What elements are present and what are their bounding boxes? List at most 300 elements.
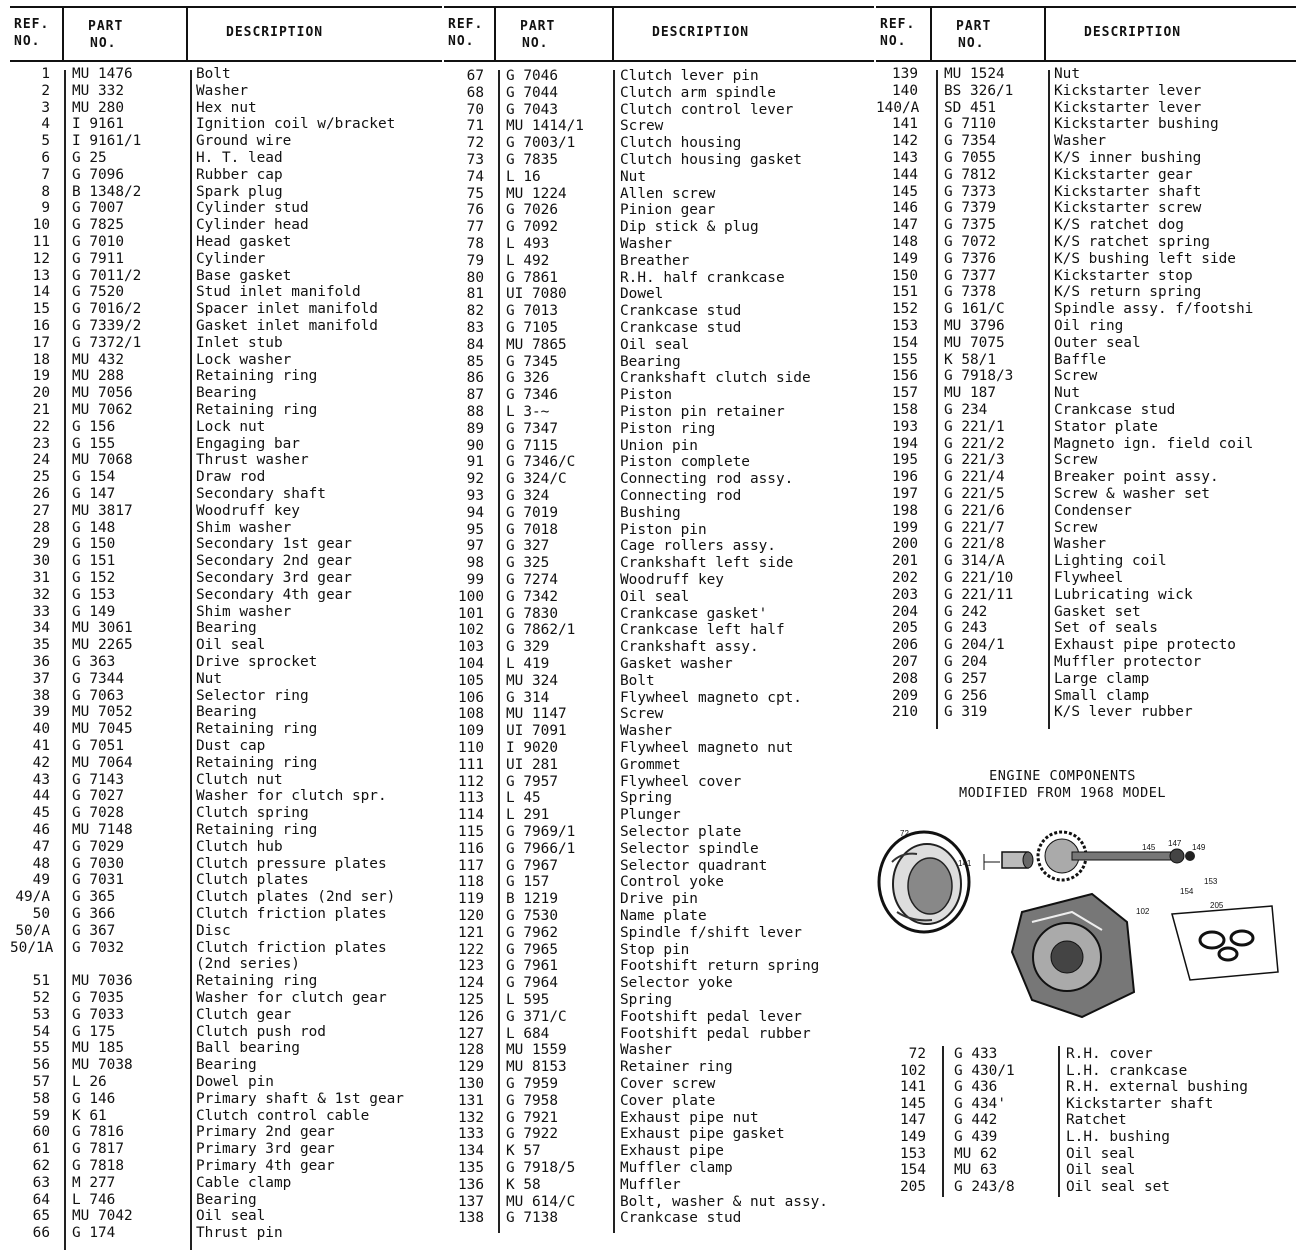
part-number: G 7011/2	[72, 267, 142, 284]
part-row	[876, 352, 1296, 369]
part-description: Primary 4th gear	[196, 1158, 335, 1174]
part-description: Clutch control lever	[620, 101, 794, 118]
part-row	[444, 589, 874, 606]
ref-number: 205	[892, 620, 918, 637]
part-no-header	[956, 18, 991, 70]
callout-label: 147	[1168, 839, 1182, 848]
part-number: G 204	[944, 654, 988, 670]
part-number: G 234	[944, 402, 988, 418]
part-number: G 149	[72, 603, 116, 620]
ref-number: 97	[466, 538, 484, 555]
component-row	[876, 1146, 1296, 1163]
part-description: Spindle assy. f/footshi	[1054, 301, 1254, 318]
part-number: G 7096	[72, 166, 124, 183]
part-row	[10, 973, 442, 990]
part-row	[876, 671, 1296, 688]
part-number: L 746	[72, 1191, 116, 1208]
ref-number: 39	[32, 704, 50, 721]
component-ref-number: 154	[900, 1162, 926, 1179]
part-row	[444, 1126, 874, 1143]
part-number: G 204/1	[944, 637, 1005, 654]
part-description: Selector yoke	[620, 975, 733, 992]
part-number: G 153	[72, 586, 116, 603]
part-row	[444, 236, 874, 253]
ref-number: 84	[466, 336, 484, 353]
part-number: G 7274	[506, 572, 558, 588]
part-number: G 7965	[506, 941, 558, 958]
ref-number: 100	[458, 588, 484, 605]
part-row	[444, 438, 874, 455]
ref-number: 6	[41, 150, 50, 166]
part-number: L 291	[506, 807, 550, 824]
part-row	[444, 690, 874, 707]
part-number: G 7007	[72, 200, 124, 217]
part-row	[10, 839, 442, 856]
part-row	[10, 452, 442, 469]
part-description: Spindle f/shift lever	[620, 924, 802, 941]
part-number: G 221/10	[944, 570, 1014, 586]
part-description: Crankshaft clutch side	[620, 370, 811, 387]
part-description: Oil seal	[620, 336, 690, 353]
ref-number: 149	[892, 250, 918, 267]
part-number: G 7347	[506, 420, 558, 437]
part-row	[876, 184, 1296, 201]
part-row	[444, 958, 874, 975]
part-number: G 221/1	[944, 418, 1005, 435]
part-header-line2: NO.	[90, 36, 117, 51]
component-description: R.H. cover	[1066, 1046, 1153, 1062]
part-number: G 371/C	[506, 1008, 567, 1025]
ref-number: 201	[892, 553, 918, 570]
part-description: Gasket washer	[620, 656, 733, 672]
part-number: MU 185	[72, 1040, 124, 1057]
ref-number: 101	[458, 605, 484, 622]
part-row	[444, 572, 874, 589]
part-description: Exhaust pipe	[620, 1143, 724, 1160]
part-row	[876, 469, 1296, 486]
ref-number: 111	[458, 756, 484, 773]
ref-number: 79	[466, 252, 484, 269]
part-row	[876, 688, 1296, 705]
ref-number: 75	[466, 185, 484, 202]
ref-number: 120	[458, 908, 484, 924]
ref-number: 105	[458, 672, 484, 689]
part-number: G 221/3	[944, 452, 1005, 469]
column-separator	[1058, 1046, 1060, 1197]
part-description: Selector quadrant	[620, 857, 768, 874]
part-description: Shim washer	[196, 603, 292, 620]
part-number: I 9161	[72, 116, 124, 133]
component-description: Kickstarter shaft	[1066, 1095, 1214, 1112]
ref-number: 41	[32, 738, 50, 754]
part-description: Kickstarter lever	[1054, 82, 1202, 99]
component-part-number: G 436	[954, 1079, 998, 1096]
ref-number: 158	[892, 402, 918, 418]
part-row	[444, 320, 874, 337]
component-part-number: G 430/1	[954, 1062, 1015, 1079]
part-header-line1: PART	[520, 19, 556, 34]
part-number: G 7115	[506, 437, 558, 454]
part-number: G 7922	[506, 1126, 558, 1143]
part-row	[10, 335, 442, 352]
ref-number: 26	[32, 486, 50, 502]
part-row	[444, 522, 874, 539]
part-row	[444, 673, 874, 690]
ref-number: 15	[32, 301, 50, 318]
component-ref-number: 149	[900, 1129, 926, 1145]
ref-number: 90	[466, 437, 484, 454]
part-description: Dust cap	[196, 738, 266, 754]
part-description: Retaining ring	[196, 973, 318, 990]
part-number: B 1219	[506, 891, 558, 908]
part-description: Stud inlet manifold	[196, 284, 361, 301]
part-row	[444, 1026, 874, 1043]
part-description: Clutch hub	[196, 838, 283, 855]
part-description: Crankcase stud	[1054, 402, 1176, 418]
part-row	[444, 1093, 874, 1110]
ref-number: 72	[466, 135, 484, 152]
column-header	[444, 6, 874, 62]
part-number: G 7043	[506, 101, 558, 118]
part-number: G 7921	[506, 1109, 558, 1126]
part-number: MU 3817	[72, 502, 133, 519]
part-row	[444, 538, 874, 555]
part-number: G 7032	[72, 939, 124, 956]
ref-header-line2: NO.	[14, 34, 41, 49]
component-part-number: G 433	[954, 1046, 998, 1062]
part-description: Footshift pedal lever	[620, 1008, 802, 1025]
part-description: Thrust washer	[196, 452, 309, 469]
part-description: Clutch plates	[196, 872, 309, 889]
ref-number: 78	[466, 236, 484, 252]
part-number: G 7046	[506, 68, 558, 84]
part-row	[444, 404, 874, 421]
part-row	[444, 790, 874, 807]
part-number: MU 7042	[72, 1208, 133, 1225]
ref-number: 109	[458, 723, 484, 740]
part-row	[10, 385, 442, 402]
ref-number: 42	[32, 754, 50, 771]
part-row	[876, 284, 1296, 301]
ref-number: 95	[466, 521, 484, 538]
part-description: Retaining ring	[196, 402, 318, 418]
part-description: Baffle	[1054, 351, 1106, 368]
ref-number: 128	[458, 1042, 484, 1059]
description-header: DESCRIPTION	[652, 25, 750, 40]
part-number: G 221/7	[944, 519, 1005, 536]
part-row	[10, 1208, 442, 1225]
part-row	[10, 301, 442, 318]
part-number: MU 7038	[72, 1057, 133, 1074]
part-header-line1: PART	[88, 19, 124, 34]
ref-number: 150	[892, 267, 918, 284]
ref-number: 63	[32, 1174, 50, 1191]
oil-seal-set-drawing	[1172, 906, 1278, 980]
part-description: Lubricating wick	[1054, 586, 1193, 603]
part-description: Cover plate	[620, 1092, 716, 1109]
part-description: Clutch spring	[196, 805, 309, 822]
part-number: G 7911	[72, 250, 124, 267]
part-description: Base gasket	[196, 267, 292, 284]
part-description: Magneto ign. field coil	[1054, 435, 1254, 452]
ref-number: 91	[466, 454, 484, 471]
ref-number: 147	[892, 217, 918, 234]
part-description: Draw rod	[196, 469, 266, 486]
part-number: G 7346/C	[506, 454, 576, 471]
ref-number: 11	[32, 234, 50, 250]
part-number: G 367	[72, 922, 116, 939]
part-number: G 150	[72, 536, 116, 553]
ref-number: 87	[466, 387, 484, 404]
part-description: Clutch control cable	[196, 1107, 370, 1124]
part-number: G 148	[72, 519, 116, 536]
part-row	[10, 486, 442, 503]
part-no-header	[520, 18, 555, 70]
ref-number: 200	[892, 536, 918, 553]
part-number: MU 7036	[72, 973, 133, 990]
part-number: G 7377	[944, 267, 996, 284]
part-description: Bearing	[620, 353, 681, 370]
ref-number: 53	[32, 1006, 50, 1023]
ref-number: 123	[458, 958, 484, 975]
ref-number: 94	[466, 504, 484, 521]
part-number: G 7346	[506, 387, 558, 404]
ref-header-line1: REF.	[880, 17, 916, 32]
part-number: G 7918/3	[944, 368, 1014, 385]
part-row	[444, 891, 874, 908]
parts-column-3	[876, 6, 1296, 721]
part-row	[876, 318, 1296, 335]
part-description: Dowel	[620, 286, 664, 303]
part-row	[10, 520, 442, 537]
part-row	[10, 184, 442, 201]
part-description: Gasket set	[1054, 603, 1141, 620]
part-row	[876, 83, 1296, 100]
part-description: (2nd series)	[196, 956, 300, 973]
part-row	[10, 503, 442, 520]
header-divider	[930, 8, 932, 60]
part-description: Lock nut	[196, 418, 266, 435]
ref-number: 44	[32, 788, 50, 805]
part-number: G 7010	[72, 234, 124, 250]
component-description: Oil seal set	[1066, 1178, 1170, 1195]
ref-number: 132	[458, 1109, 484, 1126]
part-description: Kickstarter stop	[1054, 267, 1193, 284]
part-number: G 221/8	[944, 536, 1005, 553]
part-description: Clutch friction plates	[196, 939, 387, 956]
part-description: Screw	[1054, 519, 1098, 536]
part-description: Name plate	[620, 908, 707, 924]
part-description: Dip stick & plug	[620, 219, 759, 236]
ref-number: 67	[466, 68, 484, 84]
part-row	[876, 620, 1296, 637]
part-number: MU 3061	[72, 620, 133, 637]
callout-label: 205	[1210, 901, 1224, 910]
component-description: R.H. external bushing	[1066, 1079, 1248, 1096]
part-number: G 7967	[506, 857, 558, 874]
part-description: Footshift pedal rubber	[620, 1025, 811, 1042]
ref-number: 13	[32, 267, 50, 284]
part-description: Grommet	[620, 756, 681, 773]
part-row	[444, 337, 874, 354]
part-row	[10, 822, 442, 839]
part-description: Lock washer	[196, 351, 292, 368]
ref-number: 27	[32, 502, 50, 519]
ref-number: 14	[32, 284, 50, 301]
ref-number: 19	[32, 368, 50, 385]
ref-number: 43	[32, 771, 50, 788]
part-number: G 257	[944, 670, 988, 687]
part-number: MU 7045	[72, 721, 133, 738]
component-ref-number: 205	[900, 1178, 926, 1195]
part-number: G 7964	[506, 975, 558, 992]
part-number: G 7339/2	[72, 318, 142, 334]
part-description: Clutch friction plates	[196, 906, 387, 922]
part-number: MU 7068	[72, 452, 133, 469]
part-number: G 151	[72, 553, 116, 570]
rh-cover-drawing	[879, 832, 969, 932]
column-separator	[936, 70, 938, 729]
part-description: Washer	[620, 1042, 672, 1059]
part-description: Spark plug	[196, 183, 283, 200]
part-description: Flywheel cover	[620, 773, 742, 790]
part-number: G 324	[506, 488, 550, 504]
part-description: Washer for clutch spr.	[196, 788, 387, 805]
ref-number: 202	[892, 570, 918, 586]
ref-number: 36	[32, 654, 50, 670]
ref-number: 145	[892, 183, 918, 200]
part-description: Hex nut	[196, 99, 257, 116]
part-description: Thrust pin	[196, 1225, 283, 1242]
part-number: G 7035	[72, 990, 124, 1006]
part-description: Spacer inlet manifold	[196, 301, 378, 318]
part-description: Crankshaft assy.	[620, 639, 759, 656]
part-number: MU 187	[944, 385, 996, 402]
part-description: Inlet stub	[196, 334, 283, 351]
part-description: Cylinder stud	[196, 200, 309, 217]
ref-number: 65	[32, 1208, 50, 1225]
part-number: MU 1476	[72, 66, 133, 82]
header-divider	[1044, 8, 1046, 60]
part-description: Breaker point assy.	[1054, 469, 1219, 486]
ref-number: 56	[32, 1057, 50, 1074]
part-description: Connecting rod	[620, 488, 742, 504]
part-row	[444, 1076, 874, 1093]
part-number: G 7373	[944, 183, 996, 200]
part-row	[444, 874, 874, 891]
column-header	[876, 6, 1296, 62]
part-description: Condenser	[1054, 502, 1132, 519]
part-description: Bolt, washer & nut assy.	[620, 1193, 828, 1210]
part-description: Pinion gear	[620, 202, 716, 219]
part-row	[444, 975, 874, 992]
ref-number: 81	[466, 286, 484, 303]
part-row	[10, 1141, 442, 1158]
part-description: Bolt	[196, 66, 231, 82]
header-divider	[186, 8, 188, 60]
part-number: MU 7056	[72, 385, 133, 402]
part-no-header	[88, 18, 123, 70]
part-row	[10, 688, 442, 705]
ref-number: 51	[32, 973, 50, 990]
part-number: G 7342	[506, 588, 558, 605]
components-title-line2: MODIFIED FROM 1968 MODEL	[958, 785, 1167, 801]
part-description: Secondary 2nd gear	[196, 553, 352, 570]
part-number: G 7033	[72, 1006, 124, 1023]
part-description: Clutch lever pin	[620, 68, 759, 84]
part-description: Large clamp	[1054, 670, 1150, 687]
part-description: Dowel pin	[196, 1074, 274, 1090]
part-description: Drive pin	[620, 891, 698, 908]
part-description: Kickstarter lever	[1054, 99, 1202, 116]
part-number: G 7354	[944, 133, 996, 150]
part-number: G 221/6	[944, 502, 1005, 519]
part-description: Clutch plates (2nd ser)	[196, 889, 396, 906]
part-description: Washer	[620, 236, 672, 252]
ref-number: 50/1A	[10, 939, 54, 956]
part-number: G 363	[72, 654, 116, 670]
part-row	[444, 85, 874, 102]
part-row	[10, 637, 442, 654]
part-number: M 277	[72, 1174, 116, 1191]
column-header	[10, 6, 442, 62]
part-row	[10, 150, 442, 167]
ref-number: 32	[32, 586, 50, 603]
part-row	[876, 251, 1296, 268]
ref-number: 17	[32, 334, 50, 351]
part-number: UI 7080	[506, 286, 567, 303]
part-row	[444, 942, 874, 959]
part-number: G 161/C	[944, 301, 1005, 318]
part-number: MU 1414/1	[506, 118, 584, 135]
part-row	[444, 841, 874, 858]
callout-label: 145	[1142, 843, 1156, 852]
part-row	[10, 419, 442, 436]
part-description: Cage rollers assy.	[620, 538, 776, 555]
ref-number: 64	[32, 1191, 50, 1208]
part-number: G 7962	[506, 924, 558, 941]
part-row	[10, 536, 442, 553]
part-description: Clutch arm spindle	[620, 84, 776, 101]
part-number: G 7376	[944, 250, 996, 267]
part-description: Drive sprocket	[196, 654, 318, 670]
part-description: Cylinder head	[196, 217, 309, 234]
part-description: Spring	[620, 790, 672, 807]
part-row	[10, 906, 442, 923]
part-row	[10, 755, 442, 772]
part-row	[10, 469, 442, 486]
part-number: L 45	[506, 790, 541, 807]
part-number: G 7030	[72, 855, 124, 872]
part-number: UI 281	[506, 756, 558, 773]
part-row	[444, 488, 874, 505]
part-number: G 327	[506, 538, 550, 555]
part-number: G 7055	[944, 150, 996, 166]
ref-number: 8	[41, 183, 50, 200]
part-row	[876, 217, 1296, 234]
ref-number: 50	[32, 906, 50, 922]
part-row	[444, 757, 874, 774]
component-description: Oil seal	[1066, 1145, 1136, 1162]
part-row	[444, 908, 874, 925]
column-separator	[64, 70, 66, 1250]
component-description: Ratchet	[1066, 1112, 1127, 1129]
part-number: G 146	[72, 1090, 116, 1107]
part-description: R.H. half crankcase	[620, 269, 785, 286]
part-row	[444, 1210, 874, 1227]
part-number: G 221/2	[944, 435, 1005, 452]
part-row	[10, 100, 442, 117]
